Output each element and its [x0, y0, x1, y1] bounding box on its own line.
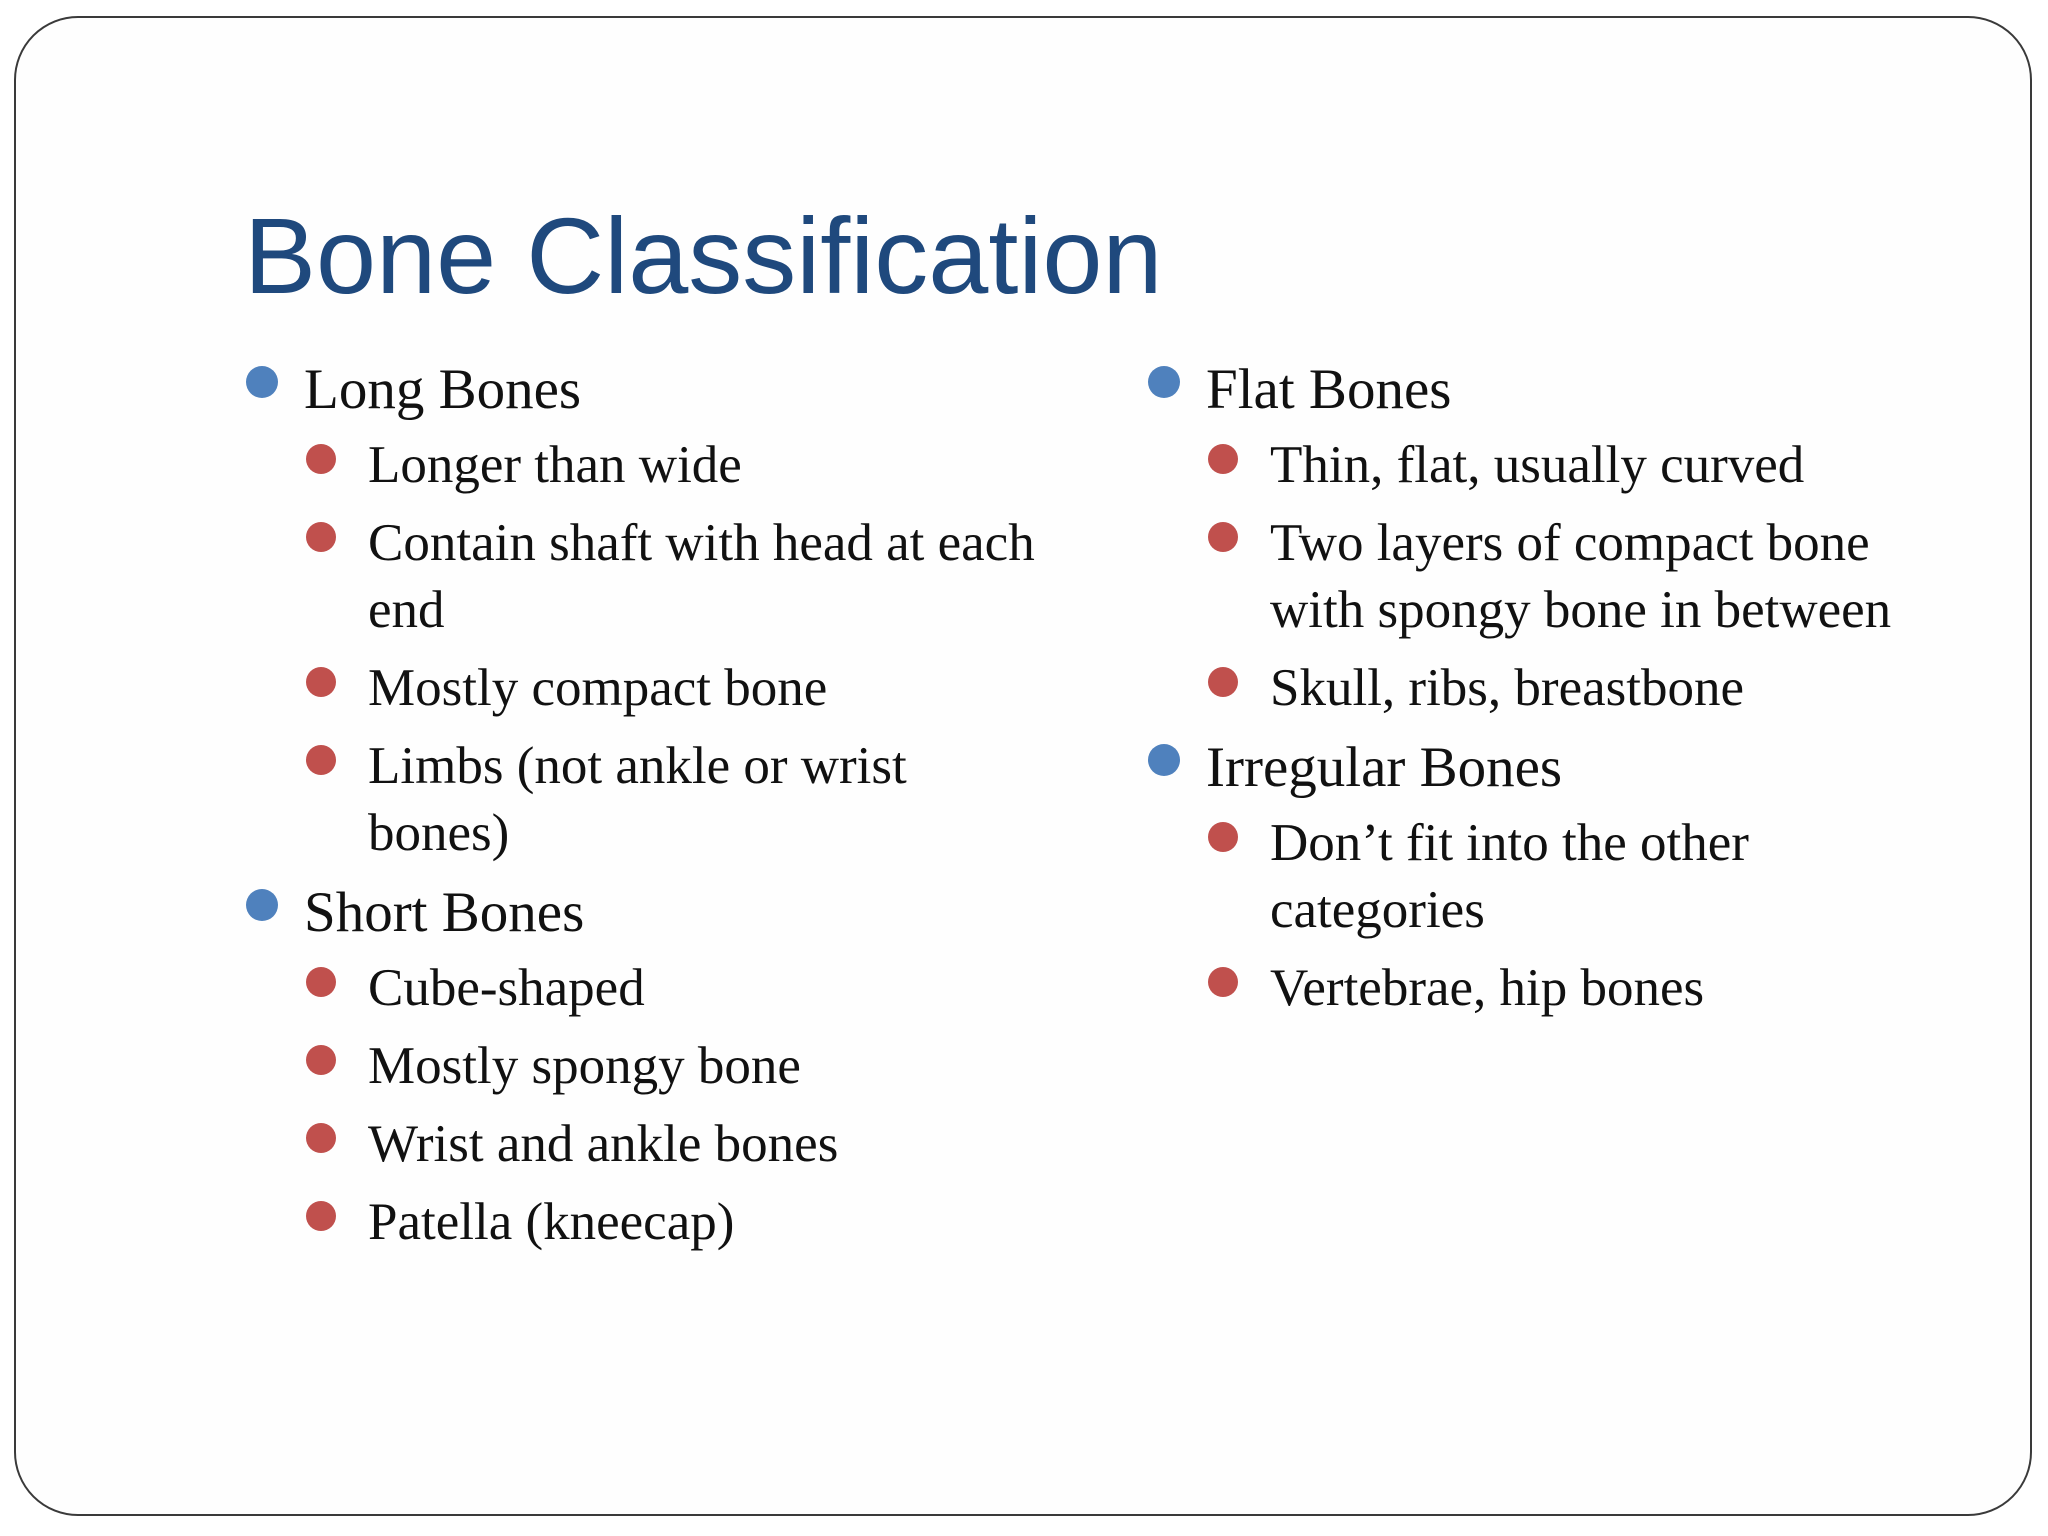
sub-bullet-list — [304, 955, 1044, 1256]
sub-bullet-text: Two layers of compact bone with spongy bone in between — [1270, 514, 1892, 639]
bullet-short-bones — [244, 879, 1044, 1256]
sub-bullet — [1206, 432, 1946, 499]
red-bullet-icon — [306, 1201, 336, 1231]
sub-bullet-text: Cube-shaped — [368, 959, 645, 1017]
sub-bullet — [304, 655, 1044, 722]
sub-bullet-list — [304, 432, 1044, 867]
sub-bullet-text: Wrist and ankle bones — [368, 1115, 839, 1173]
red-bullet-icon — [1208, 967, 1238, 997]
red-bullet-icon — [306, 1123, 336, 1153]
bullet-heading: Long Bones — [304, 358, 582, 421]
red-bullet-icon — [306, 522, 336, 552]
sub-bullet — [304, 955, 1044, 1022]
red-bullet-icon — [306, 1045, 336, 1075]
sub-bullet — [304, 510, 1044, 644]
bullet-heading: Irregular Bones — [1206, 736, 1563, 799]
bullet-heading: Short Bones — [304, 881, 585, 944]
sub-bullet — [304, 432, 1044, 499]
sub-bullet-text: Don’t fit into the other categories — [1270, 814, 1749, 939]
sub-bullet-text: Vertebrae, hip bones — [1270, 959, 1705, 1017]
red-bullet-icon — [1208, 444, 1238, 474]
sub-bullet-text: Skull, ribs, breastbone — [1270, 659, 1744, 717]
blue-bullet-icon — [1148, 366, 1180, 398]
sub-bullet-list — [1206, 432, 1946, 722]
red-bullet-icon — [1208, 667, 1238, 697]
sub-bullet-text: Contain shaft with head at each end — [368, 514, 1035, 639]
sub-bullet — [304, 1111, 1044, 1178]
blue-bullet-icon — [246, 366, 278, 398]
bullet-irregular-bones — [1146, 734, 1946, 1022]
left-column — [244, 356, 1044, 1268]
red-bullet-icon — [1208, 522, 1238, 552]
sub-bullet — [304, 733, 1044, 867]
bullet-heading: Flat Bones — [1206, 358, 1452, 421]
red-bullet-icon — [306, 967, 336, 997]
sub-bullet — [1206, 810, 1946, 944]
sub-bullet — [304, 1189, 1044, 1256]
red-bullet-icon — [306, 667, 336, 697]
red-bullet-icon — [306, 444, 336, 474]
slide-frame — [14, 16, 2032, 1516]
sub-bullet-text: Thin, flat, usually curved — [1270, 436, 1805, 494]
bullet-long-bones — [244, 356, 1044, 867]
sub-bullet — [1206, 655, 1946, 722]
red-bullet-icon — [1208, 822, 1238, 852]
blue-bullet-icon — [246, 889, 278, 921]
red-bullet-icon — [306, 745, 336, 775]
sub-bullet — [304, 1033, 1044, 1100]
sub-bullet-text: Mostly compact bone — [368, 659, 828, 717]
sub-bullet — [1206, 510, 1946, 644]
right-column — [1146, 356, 1946, 1034]
sub-bullet — [1206, 955, 1946, 1022]
bullet-flat-bones — [1146, 356, 1946, 722]
sub-bullet-text: Patella (kneecap) — [368, 1193, 735, 1251]
sub-bullet-list — [1206, 810, 1946, 1022]
sub-bullet-text: Longer than wide — [368, 436, 742, 494]
slide-title: Bone Classification — [244, 195, 1163, 316]
sub-bullet-text: Mostly spongy bone — [368, 1037, 801, 1095]
sub-bullet-text: Limbs (not ankle or wrist bones) — [368, 737, 907, 862]
blue-bullet-icon — [1148, 744, 1180, 776]
